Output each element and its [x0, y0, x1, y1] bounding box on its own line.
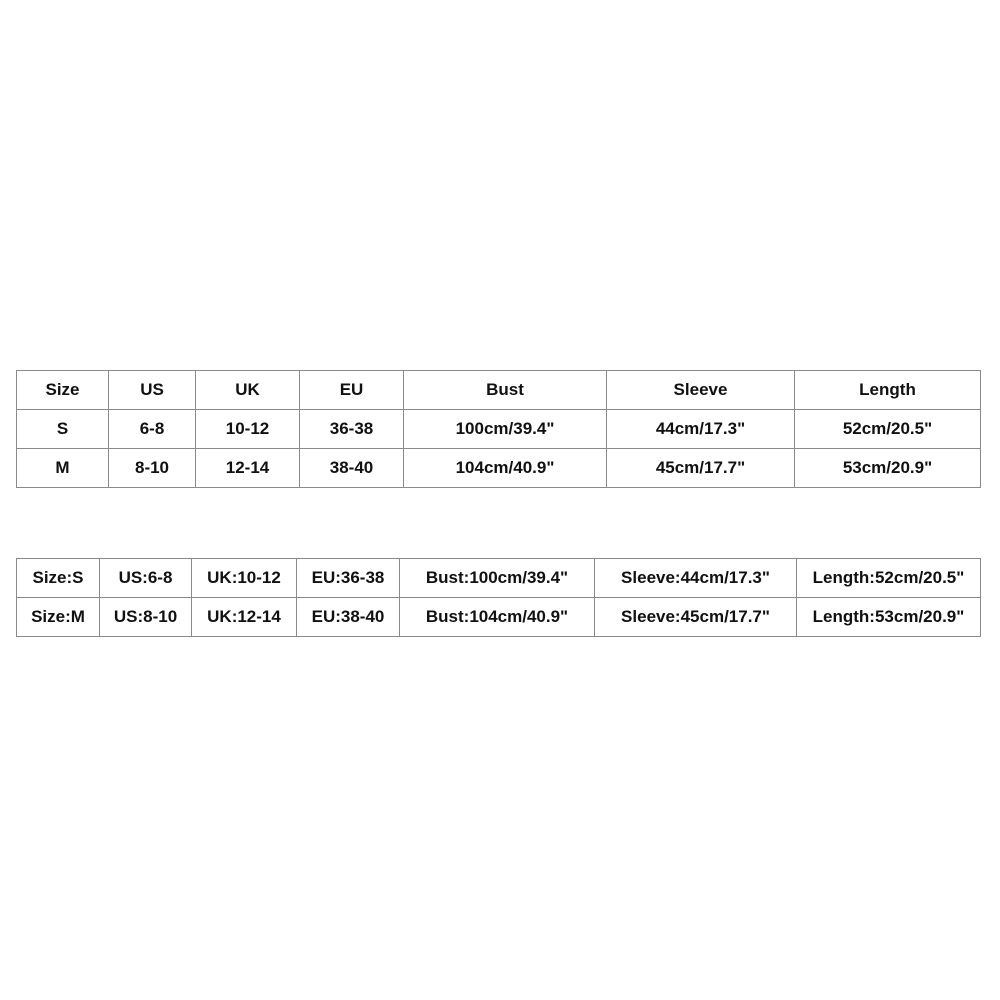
- table-cell: Sleeve:45cm/17.7": [595, 598, 797, 637]
- header-cell: Size: [17, 371, 109, 410]
- header-cell: Bust: [404, 371, 607, 410]
- table-cell: 36-38: [300, 410, 404, 449]
- table-cell: 44cm/17.3": [607, 410, 795, 449]
- table-cell: 53cm/20.9": [795, 449, 981, 488]
- table-cell: Size:M: [17, 598, 100, 637]
- table-cell: 6-8: [109, 410, 196, 449]
- header-cell: EU: [300, 371, 404, 410]
- table-cell: 38-40: [300, 449, 404, 488]
- table-header-row: [17, 371, 981, 410]
- size-chart-table: [16, 370, 981, 488]
- table-cell: 12-14: [196, 449, 300, 488]
- table-cell: 52cm/20.5": [795, 410, 981, 449]
- header-cell: Sleeve: [607, 371, 795, 410]
- table-cell: 10-12: [196, 410, 300, 449]
- table-cell: Sleeve:44cm/17.3": [595, 559, 797, 598]
- table-cell: Length:53cm/20.9": [797, 598, 981, 637]
- table-cell: S: [17, 410, 109, 449]
- table-cell: EU:36-38: [297, 559, 400, 598]
- table-cell: M: [17, 449, 109, 488]
- table-row: [17, 598, 981, 637]
- header-cell: UK: [196, 371, 300, 410]
- table-cell: US:8-10: [100, 598, 192, 637]
- table-cell: Bust:100cm/39.4": [400, 559, 595, 598]
- table-cell: Length:52cm/20.5": [797, 559, 981, 598]
- table-row: [17, 410, 981, 449]
- table-cell: 45cm/17.7": [607, 449, 795, 488]
- table-cell: UK:10-12: [192, 559, 297, 598]
- size-chart-compact-table: [16, 558, 981, 637]
- table-cell: US:6-8: [100, 559, 192, 598]
- table-cell: Bust:104cm/40.9": [400, 598, 595, 637]
- table-cell: 100cm/39.4": [404, 410, 607, 449]
- table-row: [17, 559, 981, 598]
- table-cell: 104cm/40.9": [404, 449, 607, 488]
- header-cell: US: [109, 371, 196, 410]
- table-cell: UK:12-14: [192, 598, 297, 637]
- table-row: [17, 449, 981, 488]
- table-cell: EU:38-40: [297, 598, 400, 637]
- table-cell: Size:S: [17, 559, 100, 598]
- header-cell: Length: [795, 371, 981, 410]
- table-cell: 8-10: [109, 449, 196, 488]
